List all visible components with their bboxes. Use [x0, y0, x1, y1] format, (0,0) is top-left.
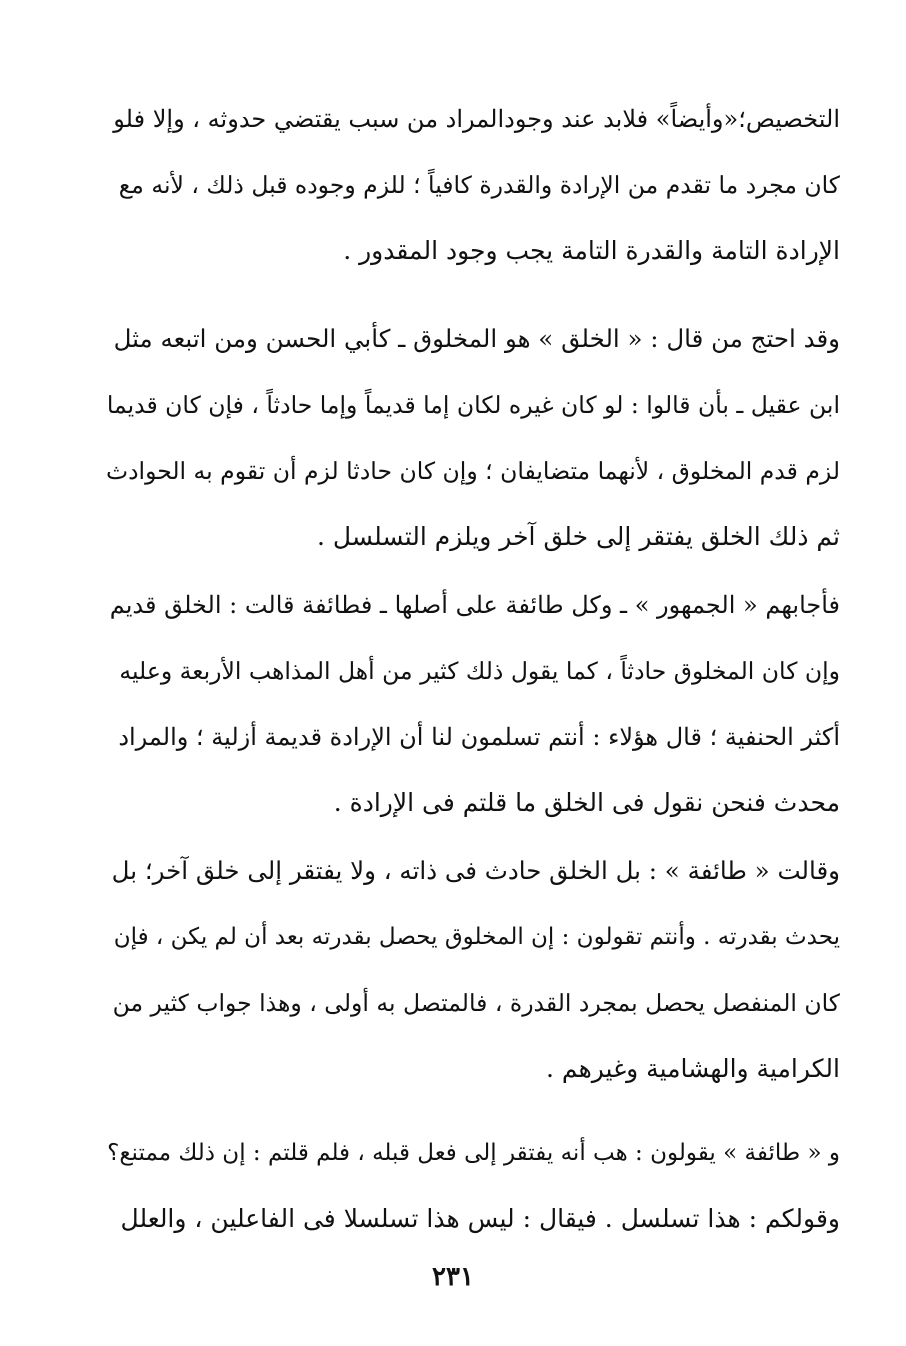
paragraph-5: [105, 1120, 840, 1252]
text-line: و « طائفة » يقولون : هب أنه يفتقر إلى فعل قبله ، فلم قلتم : إن ذلك ممتنع؟: [107, 1140, 840, 1166]
paragraph-4: [105, 838, 840, 1102]
text-line: فأجابهم « الجمهور » ـ وكل طائفة على أصلها ـ فطائفة قالت : الخلق قديم: [109, 591, 840, 619]
text-line: التخصيص؛«وأيضاً» فلابد عند وجودالمراد من سبب يقتضي حدوثه ، وإلا فلو: [113, 105, 840, 133]
text-line: الإرادة التامة والقدرة التامة يجب وجود المقدور .: [343, 236, 840, 265]
page-number: ٢٣١: [432, 1262, 474, 1292]
text-line: الكرامية والهشامية وغيرهم .: [546, 1054, 840, 1083]
text-line: وقالت « طائفة » : بل الخلق حادث فى ذاته ، ولا يفتقر إلى خلق آخر؛ بل: [111, 856, 840, 885]
text-line: لزم قدم المخلوق ، لأنهما متضايفان ؛ وإن كان حادثا لزم أن تقوم به الحوادث: [105, 457, 840, 485]
text-line: وقد احتج من قال : « الخلق » هو المخلوق ـ كأبي الحسن ومن اتبعه مثل: [113, 324, 840, 353]
text-line: ابن عقيل ـ بأن قالوا : لو كان غيره لكان إما قديماً وإما حادثاً ، فإن كان قديما: [106, 391, 840, 419]
text-line: وقولكم : هذا تسلسل . فيقال : ليس هذا تسلسلا فى الفاعلين ، والعلل: [120, 1204, 840, 1233]
text-line: وإن كان المخلوق حادثاً ، كما يقول ذلك كثير من أهل المذاهب الأربعة وعليه: [119, 657, 840, 685]
text-line: كان المنفصل يحصل بمجرد القدرة ، فالمتصل به أولى ، وهذا جواب كثير من: [112, 989, 840, 1017]
text-line: كان مجرد ما تقدم من الإرادة والقدرة كافياً ؛ للزم وجوده قبل ذلك ، لأنه مع: [118, 171, 840, 199]
paragraph-3: [105, 572, 840, 836]
paragraph-1: [105, 86, 840, 284]
text-line: يحدث بقدرته . وأنتم تقولون : إن المخلوق يحصل بقدرته بعد أن لم يكن ، فإن: [113, 924, 840, 950]
paragraph-2: [105, 306, 840, 570]
text-line: ثم ذلك الخلق يفتقر إلى خلق آخر ويلزم التسلسل .: [317, 522, 840, 551]
text-line: محدث فنحن نقول فى الخلق ما قلتم فى الإرادة .: [333, 788, 840, 817]
text-line: أكثر الحنفية ؛ قال هؤلاء : أنتم تسلمون لنا أن الإرادة قديمة أزلية ؛ والمراد: [118, 723, 840, 751]
